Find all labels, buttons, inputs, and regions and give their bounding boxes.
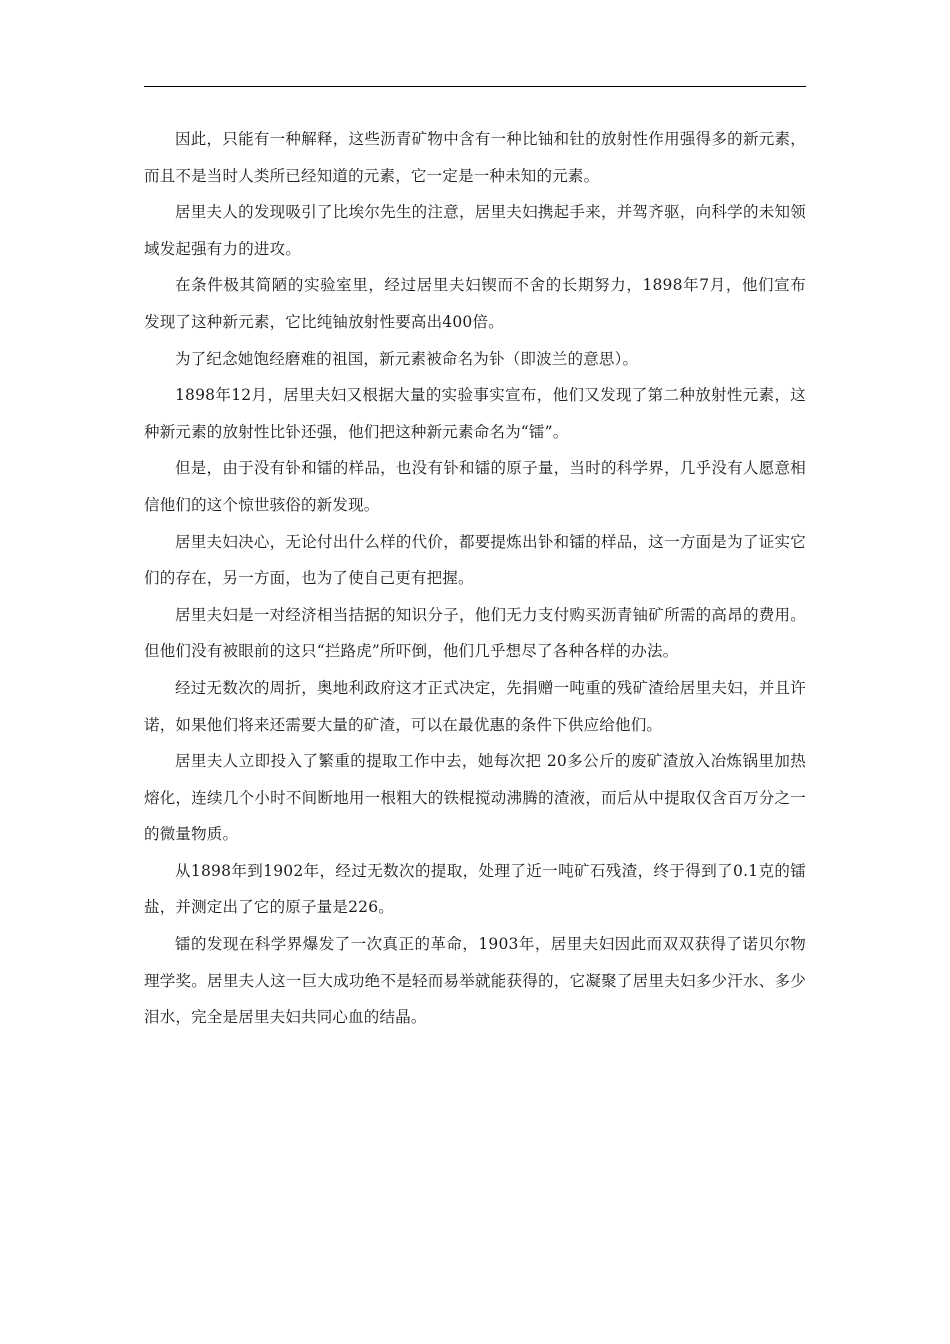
paragraph: 镭的发现在科学界爆发了一次真正的革命，1903年，居里夫妇因此而双双获得了诺贝尔物理学奖。居里夫人这一巨大成功绝不是轻而易举就能获得的，它凝聚了居里夫妇多少汗水、多少泪水，完全是居里夫妇共同心血的结晶。 <box>144 935 806 1027</box>
paragraph: 居里夫妇是一对经济相当拮据的知识分子，他们无力支付购买沥青铀矿所需的高昂的费用。但他们没有被眼前的这只“拦路虎”所吓倒，他们几乎想尽了各种各样的办法。 <box>144 605 806 661</box>
paragraph: 在条件极其简陋的实验室里，经过居里夫妇锲而不舍的长期努力，1898年7月，他们宣布发现了这种新元素，它比纯铀放射性要高出400倍。 <box>144 276 806 331</box>
paragraph: 居里夫人的发现吸引了比埃尔先生的注意，居里夫妇携起手来，并驾齐驱，向科学的未知领域发起强有力的进攻。 <box>144 203 806 258</box>
paragraph: 1898年12月，居里夫妇又根据大量的实验事实宣布，他们又发现了第二种放射性元素，这种新元素的放射性比钋还强，他们把这种新元素命名为“镭”。 <box>144 386 806 441</box>
paragraph: 但是，由于没有钋和镭的样品，也没有钋和镭的原子量，当时的科学界，几乎没有人愿意相信他们的这个惊世骇俗的新发现。 <box>144 459 806 514</box>
paragraph: 从1898年到1902年，经过无数次的提取，处理了近一吨矿石残渣，终于得到了0.1克的镭盐，并测定出了它的原子量是226。 <box>144 861 806 917</box>
header-rule <box>144 86 806 87</box>
paragraph: 因此，只能有一种解释，这些沥青矿物中含有一种比铀和钍的放射性作用强得多的新元素，而且不是当时人类所已经知道的元素，它一定是一种未知的元素。 <box>144 130 806 185</box>
document-body <box>144 121 806 1036</box>
paragraph: 为了纪念她饱经磨难的祖国，新元素被命名为钋（即波兰的意思）。 <box>175 349 639 368</box>
paragraph: 经过无数次的周折，奥地利政府这才正式决定，先捐赠一吨重的残矿渣给居里夫妇，并且许诺，如果他们将来还需要大量的矿渣，可以在最优惠的条件下供应给他们。 <box>144 678 806 734</box>
paragraph: 居里夫人立即投入了繁重的提取工作中去，她每次把 20多公斤的废矿渣放入冶炼锅里加热熔化，连续几个小时不间断地用一根粗大的铁棍搅动沸腾的渣液，而后从中提取仅含百万分之一的微量物质。 <box>144 752 806 844</box>
paragraph: 居里夫妇决心，无论付出什么样的代价，都要提炼出钋和镭的样品，这一方面是为了证实它们的存在，另一方面，也为了使自己更有把握。 <box>144 532 806 588</box>
